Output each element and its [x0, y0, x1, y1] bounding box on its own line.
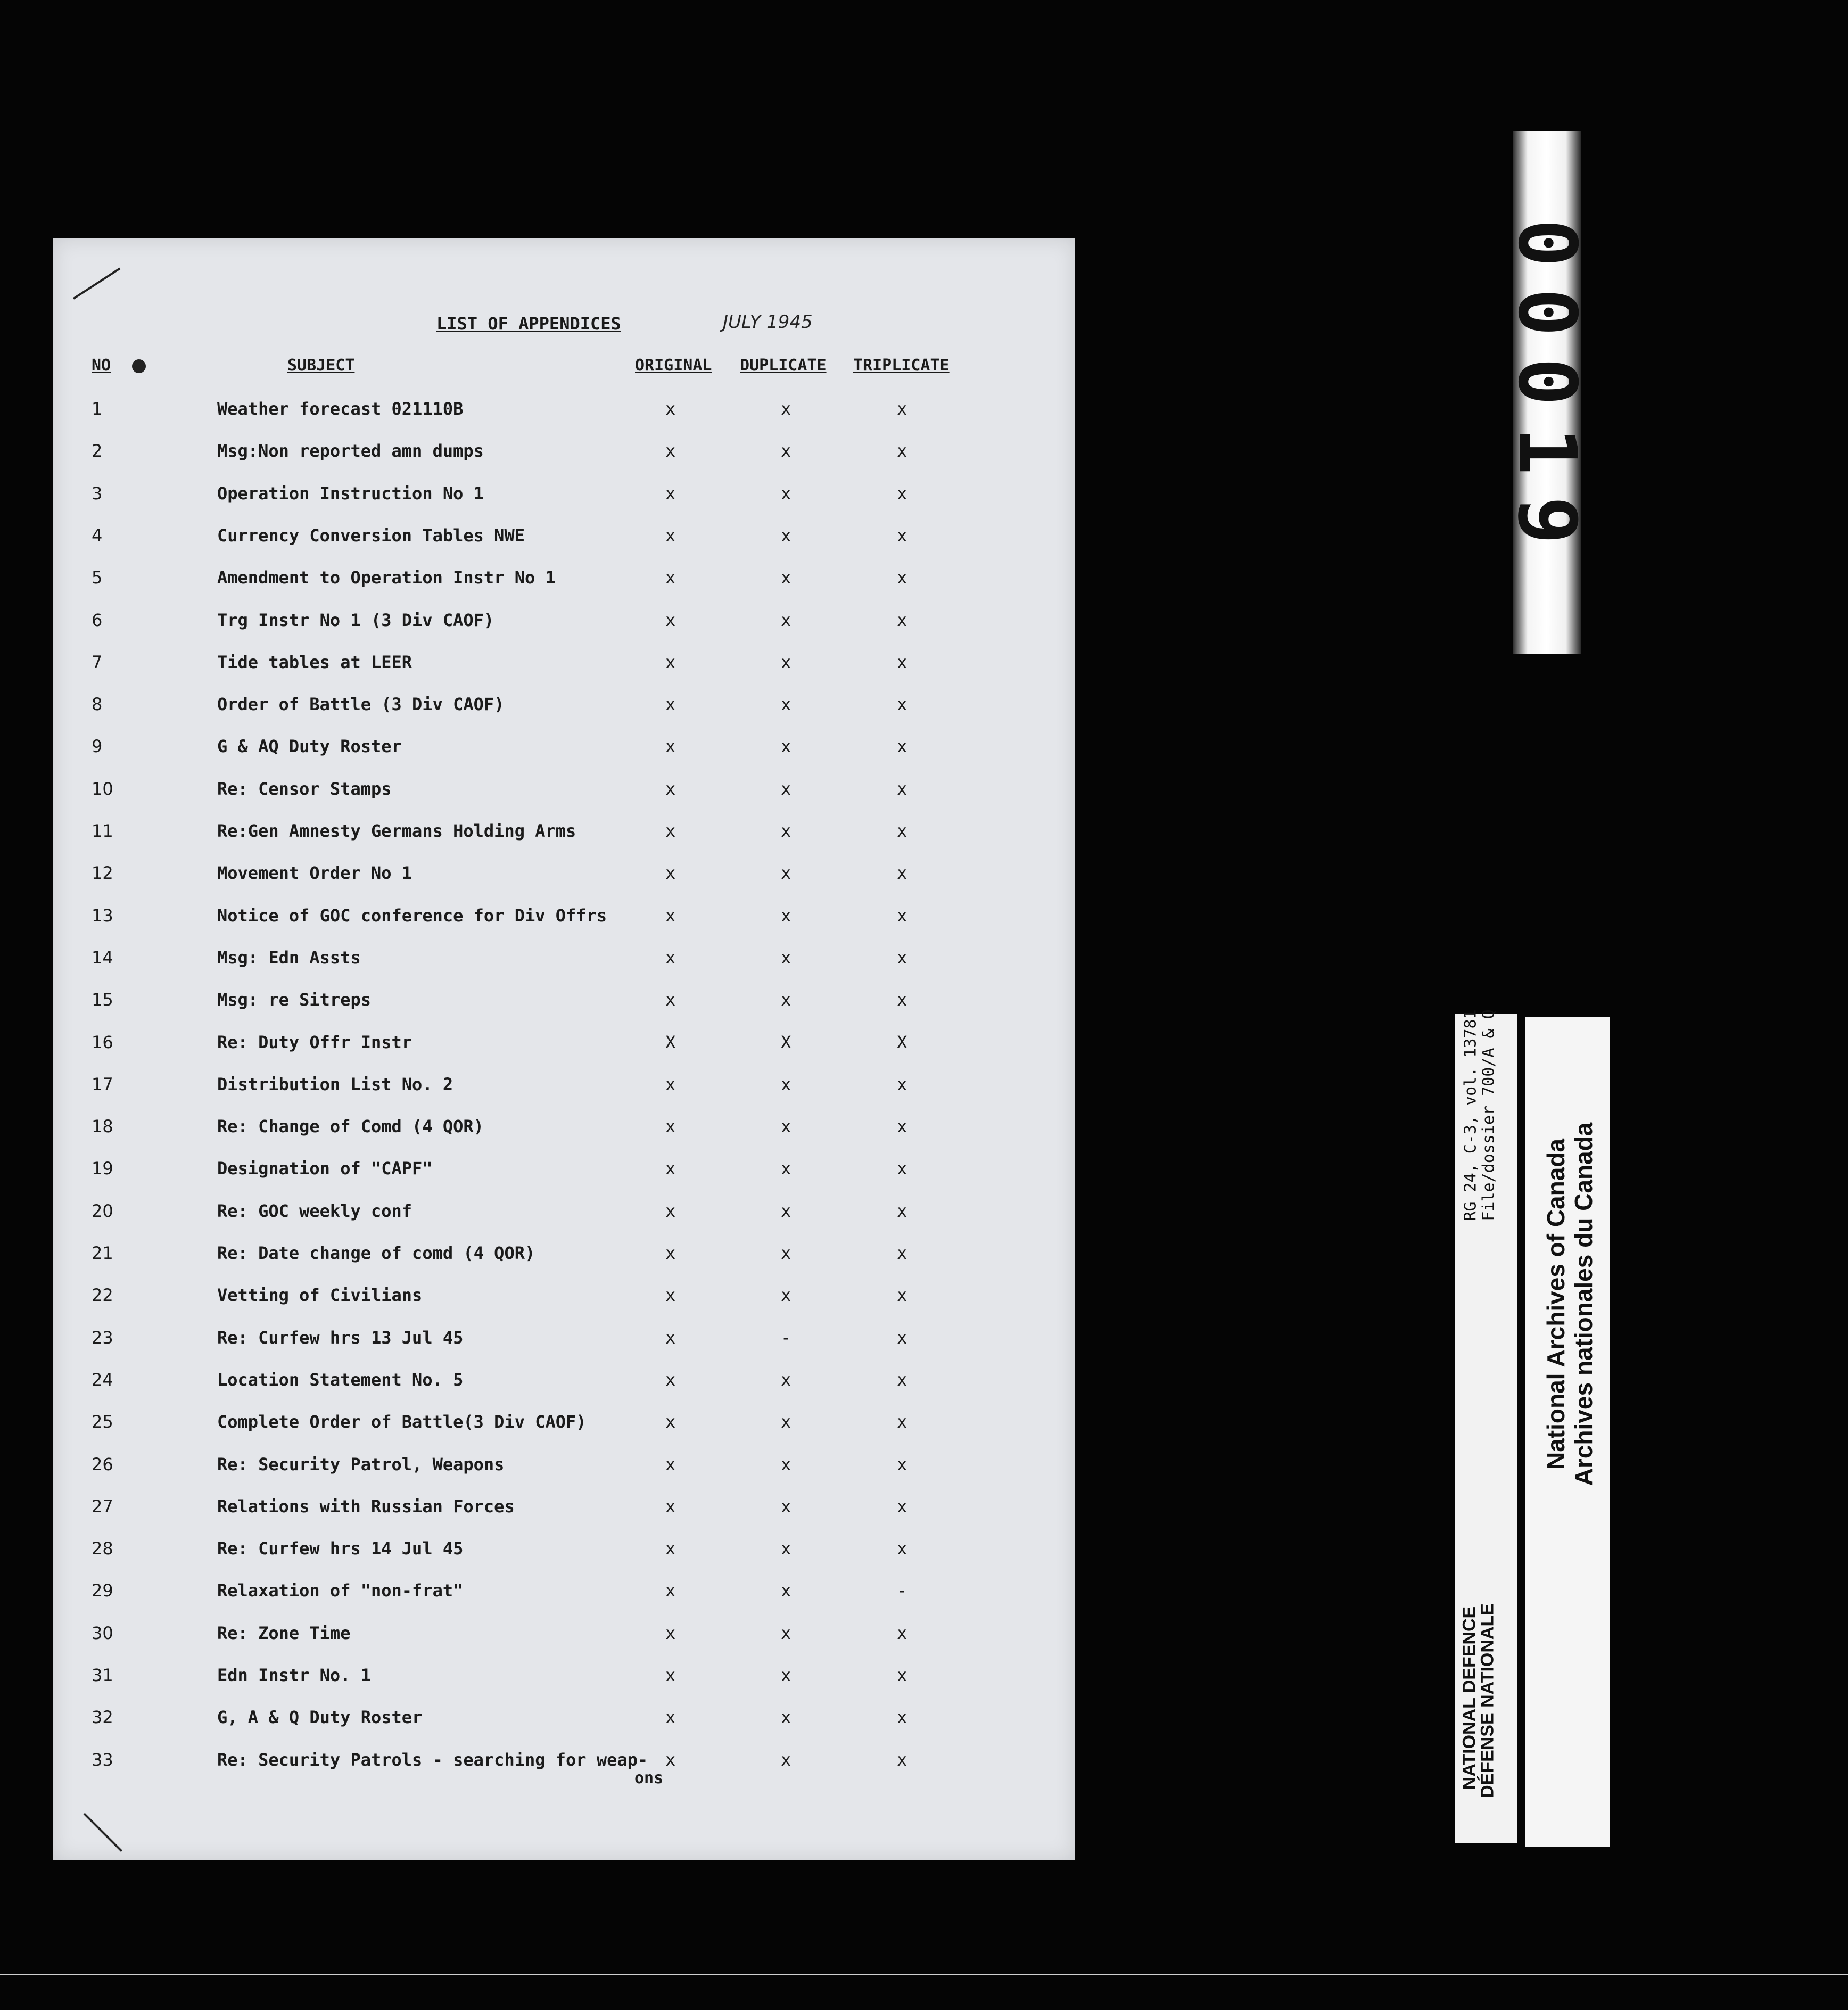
table-row [53, 1370, 1075, 1411]
row-subject: Operation Instruction No 1 [217, 483, 484, 504]
national-defence-stamp [1455, 1009, 1517, 1843]
row-original-mark: x [665, 1665, 676, 1685]
col-header-triplicate: TRIPLICATE [853, 356, 950, 375]
table-row [53, 567, 1075, 609]
row-duplicate-mark: x [781, 1496, 791, 1517]
row-duplicate-mark: x [781, 947, 791, 968]
row-triplicate-mark: x [897, 1243, 908, 1263]
row-triplicate-mark: x [897, 1749, 908, 1770]
row-number: 20 [92, 1200, 113, 1221]
row-triplicate-mark: x [897, 1369, 908, 1390]
table-row [53, 863, 1075, 904]
row-original-mark: x [665, 1327, 676, 1348]
row-number: 31 [92, 1665, 113, 1685]
col-header-subject: SUBJECT [287, 356, 355, 375]
row-triplicate-mark: x [897, 609, 908, 630]
row-original-mark: x [665, 1116, 676, 1137]
row-triplicate-mark: x [897, 1665, 908, 1685]
col-header-original: ORIGINAL [635, 356, 712, 375]
row-subject: Re: Change of Comd (4 QOR) [217, 1116, 484, 1137]
row-subject: Distribution List No. 2 [217, 1074, 453, 1094]
row-triplicate-mark: x [897, 483, 908, 504]
row-triplicate-mark: x [897, 652, 908, 672]
table-row [53, 1707, 1075, 1749]
row-original-mark: x [665, 821, 676, 841]
row-original-mark: x [665, 609, 676, 630]
table-row [53, 441, 1075, 482]
stamp-reference-2: File/dossier 700/A & Q [1479, 1009, 1498, 1221]
row-number: 24 [92, 1369, 113, 1390]
row-original-mark: x [665, 1074, 676, 1094]
table-row [53, 1665, 1075, 1707]
handwritten-date: JULY 1945 [723, 311, 813, 333]
row-original-mark: x [665, 483, 676, 504]
row-triplicate-mark: x [897, 1496, 908, 1517]
row-number: 22 [92, 1285, 113, 1306]
row-duplicate-mark: x [781, 1285, 791, 1306]
row-subject: Re: Curfew hrs 13 Jul 45 [217, 1327, 464, 1348]
pencil-mark [73, 268, 120, 300]
row-number: 18 [92, 1116, 113, 1137]
row-original-mark: x [665, 1622, 676, 1643]
row-duplicate-mark: x [781, 1580, 791, 1601]
row-duplicate-mark: x [781, 990, 791, 1010]
row-original-mark: x [665, 441, 676, 462]
table-row [53, 1074, 1075, 1116]
row-duplicate-mark: x [781, 778, 791, 799]
row-subject: Msg:Non reported amn dumps [217, 441, 484, 462]
row-triplicate-mark: x [897, 1074, 908, 1094]
row-triplicate-mark: x [897, 736, 908, 757]
row-triplicate-mark: - [897, 1580, 908, 1601]
row-subject-continuation: ons [634, 1768, 664, 1787]
row-subject: Order of Battle (3 Div CAOF) [217, 694, 505, 715]
row-duplicate-mark: x [781, 399, 791, 419]
row-subject: G & AQ Duty Roster [217, 736, 402, 757]
row-triplicate-mark: X [897, 1032, 908, 1052]
row-triplicate-mark: x [897, 1412, 908, 1432]
table-row [53, 1454, 1075, 1496]
row-number: 1 [92, 399, 103, 419]
row-triplicate-mark: x [897, 567, 908, 588]
table-row [53, 1496, 1075, 1538]
row-number: 7 [92, 652, 103, 672]
row-triplicate-mark: x [897, 1200, 908, 1221]
file-number-strip [1500, 131, 1593, 654]
document-page [53, 238, 1075, 1860]
row-duplicate-mark: x [781, 441, 791, 462]
table-row [53, 990, 1075, 1031]
table-row [53, 821, 1075, 862]
row-subject: Tide tables at LEER [217, 652, 412, 672]
row-duplicate-mark: x [781, 1074, 791, 1094]
row-duplicate-mark: x [781, 1454, 791, 1474]
table-row [53, 1623, 1075, 1665]
row-subject: Re: Zone Time [217, 1622, 351, 1643]
row-original-mark: x [665, 1454, 676, 1474]
row-number: 29 [92, 1580, 113, 1601]
row-duplicate-mark: x [781, 1243, 791, 1263]
row-triplicate-mark: x [897, 1285, 908, 1306]
row-subject: Weather forecast 021110B [217, 399, 464, 419]
row-subject: Notice of GOC conference for Div Offrs [217, 905, 607, 926]
row-duplicate-mark: x [781, 483, 791, 504]
row-triplicate-mark: x [897, 1158, 908, 1179]
row-number: 5 [92, 567, 103, 588]
row-number: 8 [92, 694, 103, 715]
row-triplicate-mark: x [897, 778, 908, 799]
row-original-mark: x [665, 1158, 676, 1179]
row-triplicate-mark: x [897, 1622, 908, 1643]
row-original-mark: x [665, 1369, 676, 1390]
archives-name-fr: Archives nationales du Canada [1570, 1122, 1597, 1486]
row-triplicate-mark: x [897, 399, 908, 419]
row-duplicate-mark: x [781, 1158, 791, 1179]
row-subject: Edn Instr No. 1 [217, 1665, 371, 1685]
row-number: 26 [92, 1454, 113, 1474]
row-subject: Re: Censor Stamps [217, 778, 392, 799]
row-subject: Re: GOC weekly conf [217, 1200, 412, 1221]
row-number: 33 [92, 1749, 113, 1770]
row-duplicate-mark: x [781, 694, 791, 715]
row-number: 14 [92, 947, 113, 968]
row-original-mark: x [665, 652, 676, 672]
col-header-no: NO [92, 356, 111, 375]
row-duplicate-mark: x [781, 863, 791, 884]
national-archives-stamp [1525, 1017, 1610, 1847]
row-triplicate-mark: x [897, 905, 908, 926]
row-subject: Msg: Edn Assts [217, 947, 361, 968]
table-row [53, 1538, 1075, 1580]
row-original-mark: X [665, 1032, 676, 1052]
table-row [53, 1201, 1075, 1242]
row-triplicate-mark: x [897, 863, 908, 884]
table-row [53, 1750, 1075, 1791]
row-original-mark: x [665, 1580, 676, 1601]
row-number: 19 [92, 1158, 113, 1179]
ink-dot [132, 359, 146, 373]
row-subject: Re: Date change of comd (4 QOR) [217, 1243, 535, 1263]
row-duplicate-mark: x [781, 652, 791, 672]
row-triplicate-mark: x [897, 694, 908, 715]
row-duplicate-mark: x [781, 567, 791, 588]
row-triplicate-mark: x [897, 1454, 908, 1474]
row-original-mark: x [665, 1707, 676, 1728]
table-row [53, 399, 1075, 440]
row-original-mark: x [665, 1243, 676, 1263]
row-subject: Location Statement No. 5 [217, 1369, 464, 1390]
row-original-mark: x [665, 947, 676, 968]
row-triplicate-mark: x [897, 1327, 908, 1348]
row-triplicate-mark: x [897, 821, 908, 841]
row-number: 9 [92, 736, 103, 757]
table-row [53, 1158, 1075, 1200]
row-number: 11 [92, 821, 113, 841]
row-subject: Re: Security Patrols - searching for weap- [217, 1749, 648, 1770]
row-subject: Relations with Russian Forces [217, 1496, 515, 1517]
row-original-mark: x [665, 736, 676, 757]
archives-name-en: National Archives of Canada [1542, 1138, 1570, 1470]
row-number: 15 [92, 990, 113, 1010]
file-number: 00019 [1500, 219, 1593, 566]
table-row [53, 610, 1075, 652]
table-row [53, 1116, 1075, 1158]
table-row [53, 652, 1075, 694]
row-subject: Movement Order No 1 [217, 863, 412, 884]
row-duplicate-mark: x [781, 1538, 791, 1559]
row-duplicate-mark: - [781, 1327, 791, 1348]
pencil-mark [84, 1813, 123, 1852]
row-duplicate-mark: x [781, 905, 791, 926]
row-number: 10 [92, 778, 113, 799]
row-duplicate-mark: x [781, 736, 791, 757]
table-row [53, 779, 1075, 820]
table-row [53, 1285, 1075, 1327]
row-original-mark: x [665, 905, 676, 926]
row-number: 32 [92, 1707, 113, 1728]
row-number: 13 [92, 905, 113, 926]
row-number: 17 [92, 1074, 113, 1094]
row-number: 3 [92, 483, 103, 504]
table-row [53, 694, 1075, 736]
table-row [53, 1412, 1075, 1453]
row-subject: Complete Order of Battle(3 Div CAOF) [217, 1412, 587, 1432]
row-subject: Msg: re Sitreps [217, 990, 371, 1010]
scan-edge-line [0, 1974, 1848, 1975]
row-subject: Designation of "CAPF" [217, 1158, 433, 1179]
stamp-line-1: NATIONAL DEFENCE [1459, 1606, 1480, 1790]
row-number: 21 [92, 1243, 113, 1263]
table-row [53, 948, 1075, 989]
row-triplicate-mark: x [897, 947, 908, 968]
row-triplicate-mark: x [897, 990, 908, 1010]
row-number: 2 [92, 441, 103, 462]
row-original-mark: x [665, 1749, 676, 1770]
row-original-mark: x [665, 1412, 676, 1432]
row-subject: Currency Conversion Tables NWE [217, 525, 525, 546]
row-original-mark: x [665, 1496, 676, 1517]
row-number: 4 [92, 525, 103, 546]
table-row [53, 1328, 1075, 1369]
row-duplicate-mark: x [781, 1412, 791, 1432]
row-number: 12 [92, 863, 113, 884]
row-original-mark: x [665, 863, 676, 884]
col-header-duplicate: DUPLICATE [740, 356, 827, 375]
row-duplicate-mark: X [781, 1032, 791, 1052]
stamp-line-2: DÉFENSE NATIONALE [1477, 1603, 1498, 1798]
row-subject: Amendment to Operation Instr No 1 [217, 567, 556, 588]
row-original-mark: x [665, 525, 676, 546]
row-subject: Re: Duty Offr Instr [217, 1032, 412, 1052]
row-subject: Re:Gen Amnesty Germans Holding Arms [217, 821, 576, 841]
table-row [53, 1032, 1075, 1074]
row-subject: Relaxation of "non-frat" [217, 1580, 464, 1601]
row-duplicate-mark: x [781, 1200, 791, 1221]
row-triplicate-mark: x [897, 1116, 908, 1137]
document-heading: LIST OF APPENDICES [436, 314, 621, 334]
row-duplicate-mark: x [781, 1665, 791, 1685]
row-number: 23 [92, 1327, 113, 1348]
row-original-mark: x [665, 1200, 676, 1221]
row-duplicate-mark: x [781, 525, 791, 546]
row-duplicate-mark: x [781, 1369, 791, 1390]
row-original-mark: x [665, 990, 676, 1010]
row-triplicate-mark: x [897, 525, 908, 546]
table-row [53, 1243, 1075, 1284]
row-original-mark: x [665, 694, 676, 715]
table-row [53, 905, 1075, 947]
row-subject: Vetting of Civilians [217, 1285, 423, 1306]
row-triplicate-mark: x [897, 1707, 908, 1728]
row-number: 25 [92, 1412, 113, 1432]
row-number: 30 [92, 1622, 113, 1643]
row-triplicate-mark: x [897, 441, 908, 462]
row-number: 6 [92, 609, 103, 630]
row-original-mark: x [665, 1285, 676, 1306]
table-row [53, 736, 1075, 778]
table-row [53, 483, 1075, 525]
row-original-mark: x [665, 778, 676, 799]
stamp-reference-1: RG 24, C-3, vol. 13781 [1461, 1009, 1480, 1221]
table-row [53, 1580, 1075, 1622]
row-original-mark: x [665, 567, 676, 588]
row-duplicate-mark: x [781, 1707, 791, 1728]
row-subject: Trg Instr No 1 (3 Div CAOF) [217, 609, 494, 630]
row-number: 28 [92, 1538, 113, 1559]
row-subject: Re: Security Patrol, Weapons [217, 1454, 505, 1474]
row-original-mark: x [665, 399, 676, 419]
row-subject: G, A & Q Duty Roster [217, 1707, 423, 1728]
row-original-mark: x [665, 1538, 676, 1559]
row-subject: Re: Curfew hrs 14 Jul 45 [217, 1538, 464, 1559]
row-duplicate-mark: x [781, 1749, 791, 1770]
row-duplicate-mark: x [781, 609, 791, 630]
row-duplicate-mark: x [781, 821, 791, 841]
row-triplicate-mark: x [897, 1538, 908, 1559]
row-number: 16 [92, 1032, 113, 1052]
row-duplicate-mark: x [781, 1622, 791, 1643]
table-row [53, 525, 1075, 567]
row-number: 27 [92, 1496, 113, 1517]
row-duplicate-mark: x [781, 1116, 791, 1137]
